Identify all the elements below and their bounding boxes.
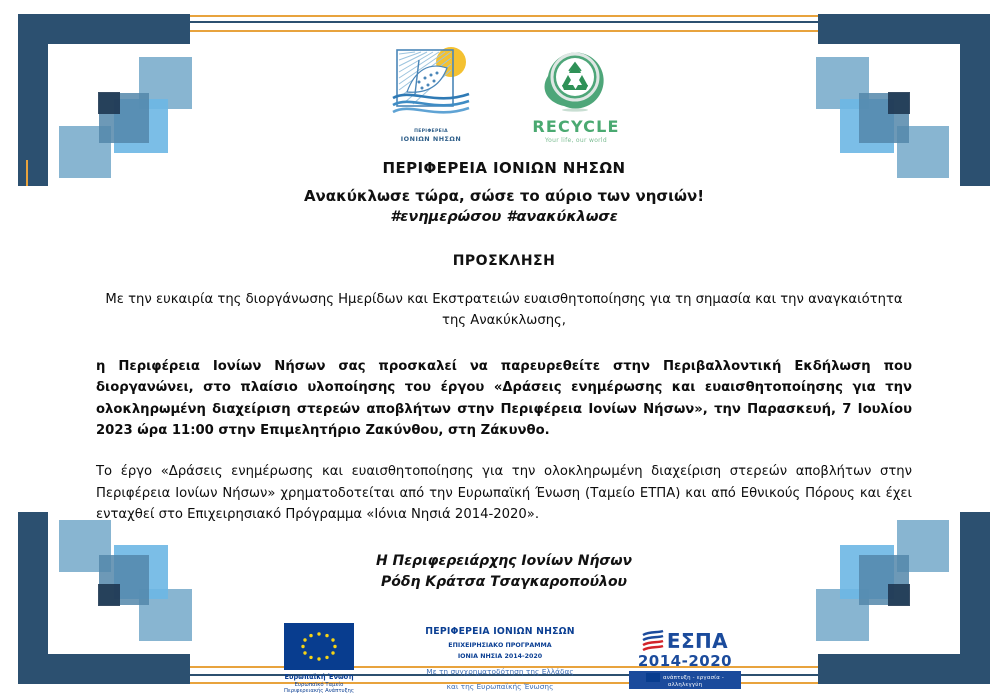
top-logos	[96, 40, 912, 152]
recycle-symbol-icon	[528, 50, 624, 116]
espa-swoosh-icon	[642, 629, 664, 653]
operational-programme-block	[385, 626, 615, 692]
recycle-tagline: Your life, our world	[544, 137, 608, 144]
corner-arm-vertical	[960, 14, 990, 186]
document-content	[96, 40, 912, 695]
top-navy-line	[190, 21, 818, 23]
ionian-region-logo-caption: ΠΕΡΙΦΕΡΕΙΑ ΙΟΝΙΩΝ ΝΗΣΩΝ	[400, 129, 462, 144]
espa-word: ΕΣΠΑ	[666, 629, 729, 654]
recycle-logo	[521, 44, 631, 144]
espa-wordmark-row	[629, 629, 741, 653]
espa-logo	[629, 629, 741, 689]
espa-tagline: ανάπτυξη - εργασία - αλληλεγγύη	[662, 674, 725, 688]
header-slogan: Ανακύκλωσε τώρα, σώσε το αύριο των νησιών!	[303, 186, 705, 205]
top-gold-line-lower	[190, 30, 818, 32]
page-title: ΠΕΡΙΦΕΡΕΙΑ ΙΟΝΙΩΝ ΝΗΣΩΝ	[382, 159, 626, 177]
top-gold-line-upper	[190, 15, 818, 17]
footer-logos	[96, 623, 912, 695]
espa-mini-flag-icon	[646, 673, 660, 682]
eu-caption-line1: Ευρωπαϊκή Ένωση	[284, 673, 354, 682]
recycle-wordmark: RECYCLE	[532, 117, 620, 136]
eu-caption-line3: Περιφερειακής Ανάπτυξης	[283, 688, 355, 695]
invitation-heading: ΠΡΟΣΚΛΗΣΗ	[452, 253, 556, 269]
ionian-region-logo	[377, 44, 485, 144]
op-cofunding-line1: Με τη συγχρηματοδότηση της Ελλάδας	[426, 666, 574, 676]
eu-logo	[267, 623, 371, 695]
corner-arm-vertical	[18, 512, 48, 684]
op-subtitle-line1: ΕΠΙΧΕΙΡΗΣΙΑΚΟ ΠΡΟΓΡΑΜΜΑ	[448, 641, 552, 649]
signature-block	[96, 551, 912, 593]
op-cofunding-line2: και της Ευρωπαϊκής Ένωσης	[446, 681, 554, 691]
intro-paragraph: Με την ευκαιρία της διοργάνωσης Ημερίδων και Εκστρατειών ευαισθητοποίησης για τη σημασία και την αναγκαιότητα της Ανακύκλωσης,	[105, 292, 903, 329]
funding-paragraph: Το έργο «Δράσεις ενημέρωσης και ευαισθητοποίησης για την ολοκληρωμένη διαχείριση στερεών αποβλήτων στην Περιφέρεια Ιονίων Νήσων» χρηματοδοτείται από την Ευρωπαϊκή Ένωση (Ταμείο ΕΤΠΑ) και από Εθνικούς Πόρους και έχει ενταχθεί στο Επιχειρησιακό Πρόγραμμα «Ιόνια Νησιά 2014-2020».	[96, 464, 912, 522]
corner-arm-vertical	[960, 512, 990, 684]
op-title: ΠΕΡΙΦΕΡΕΙΑ ΙΟΝΙΩΝ ΝΗΣΩΝ	[425, 626, 575, 638]
corner-arm-vertical	[18, 14, 48, 186]
header-hashtags: #ενημερώσου #ανακύκλωσε	[390, 209, 618, 226]
signature-role: Η Περιφερειάρχης Ιονίων Νήσων	[375, 553, 633, 570]
eu-flag-icon	[284, 623, 354, 670]
corner-tick-top-left	[26, 160, 28, 186]
espa-tagline-bar	[629, 671, 741, 689]
eu-caption-line2: Ευρωπαϊκό Ταμείο	[294, 681, 344, 688]
signature-name: Ρόδη Κράτσα Τσαγκαροπούλου	[380, 574, 628, 591]
header-block	[96, 158, 912, 229]
espa-years: 2014-2020	[637, 652, 733, 671]
op-subtitle-line2: ΙΟΝΙΑ ΝΗΣΙΑ 2014-2020	[457, 653, 543, 661]
main-paragraph: η Περιφέρεια Ιονίων Νήσων σας προσκαλεί να παρευρεθείτε στην Περιβαλλοντική Εκδήλωση που διοργανώνει, στο πλαίσιο υλοποίησης του έργου «Δράσεις ενημέρωσης και ευαισθητοποίησης για την ολοκληρωμένη διαχείριση στερεών αποβλήτων στην Περιφέρεια Ιονίων Νήσων», την Παρασκευή, 7 Ιουλίου 2023 ώρα 11:00 στην Επιμελητήριο Ζακύνθου, στη Ζάκυνθο.	[96, 358, 912, 438]
ionian-region-emblem-icon	[385, 44, 477, 128]
